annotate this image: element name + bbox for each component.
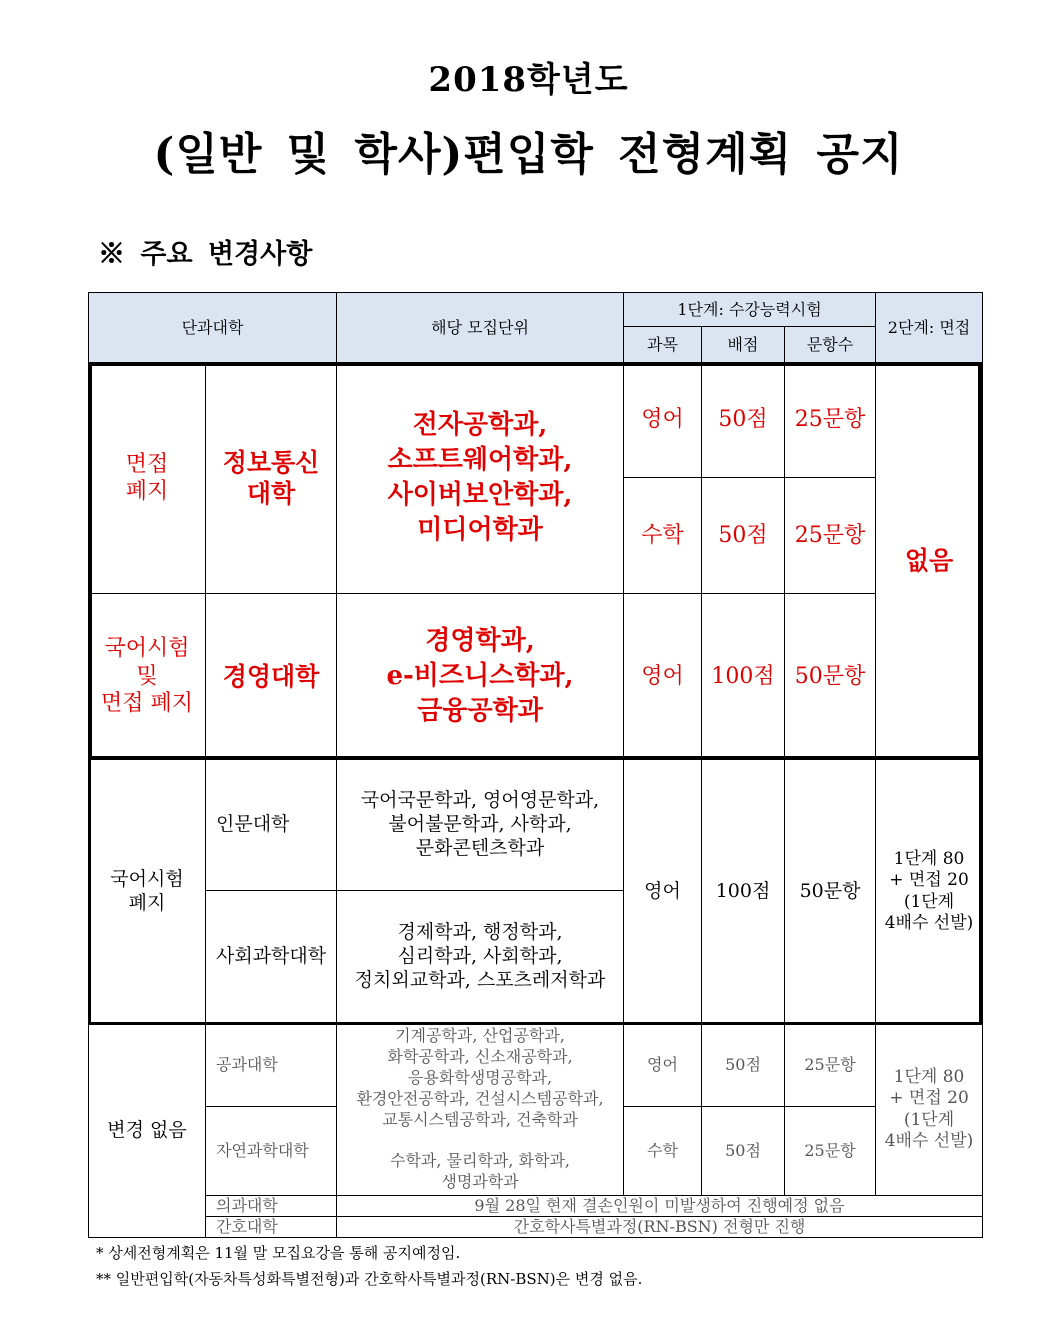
questions-50: 50문항 <box>785 594 876 760</box>
footnote-1: * 상세전형계획은 11월 말 모집요강을 통해 공지예정임. <box>96 1244 461 1262</box>
interview-none: 없음 <box>876 363 983 760</box>
subject-english: 영어 <box>624 760 702 1024</box>
questions-50: 50문항 <box>785 760 876 1024</box>
title-year: 2018학년도 <box>428 60 629 100</box>
college-medicine: 의과대학 <box>206 1196 337 1217</box>
subject-math: 수학 <box>624 1107 702 1196</box>
header-stage1: 1단계: 수강능력시험 <box>624 293 876 327</box>
subject-english: 영어 <box>624 1024 702 1107</box>
points-100: 100점 <box>702 594 785 760</box>
interview-weighting: 1단계 80 + 면접 20 (1단계 4배수 선발) <box>876 760 983 1024</box>
college-ict: 정보통신 대학 <box>206 363 337 594</box>
units-engineering-science: 기계공학과, 산업공학과, 화학공학과, 신소재공학과, 응용화학생명공학과, 환경안전공학과, 건설시스템공학과, 교통시스템공학과, 건축학과 수학과, 물리학과, 화학과, 생명과학과 <box>337 1024 624 1196</box>
change-korean-interview-removed: 국어시험 및 면접 폐지 <box>89 594 206 760</box>
section-heading: ※ 주요 변경사항 <box>98 239 313 270</box>
units-business: 경영학과, e-비즈니스학과, 금융공학과 <box>337 594 624 760</box>
header-units: 해당 모집단위 <box>337 293 624 363</box>
college-natural-science: 자연과학대학 <box>206 1107 337 1196</box>
change-interview-removed: 면접 폐지 <box>89 363 206 594</box>
header-subject: 과목 <box>624 327 702 363</box>
header-questions: 문항수 <box>785 327 876 363</box>
footnote-2: ** 일반편입학(자동차특성화특별전형)과 간호학사특별과정(RN-BSN)은 변경 없음. <box>96 1270 643 1288</box>
header-stage2: 2단계: 면접 <box>876 293 983 363</box>
note-nursing: 간호학사특별과정(RN-BSN) 전형만 진행 <box>337 1217 983 1238</box>
points-50: 50점 <box>702 1107 785 1196</box>
points-50: 50점 <box>702 478 785 594</box>
questions-25: 25문항 <box>785 1024 876 1107</box>
subject-english: 영어 <box>624 594 702 760</box>
subject-english: 영어 <box>624 363 702 478</box>
interview-weighting: 1단계 80 + 면접 20 (1단계 4배수 선발) <box>876 1024 983 1196</box>
college-social-science: 사회과학대학 <box>206 891 337 1024</box>
units-social-science: 경제학과, 행정학과, 심리학과, 사회학과, 정치외교학과, 스포츠레저학과 <box>337 891 624 1024</box>
points-50: 50점 <box>702 1024 785 1107</box>
change-none: 변경 없음 <box>89 1024 206 1238</box>
college-humanities: 인문대학 <box>206 760 337 891</box>
header-college: 단과대학 <box>89 293 337 363</box>
page-title: (일반 및 학사)편입학 전형계획 공지 <box>153 129 904 180</box>
questions-25: 25문항 <box>785 1107 876 1196</box>
questions-25: 25문항 <box>785 478 876 594</box>
change-korean-removed: 국어시험 폐지 <box>89 760 206 1024</box>
header-points: 배점 <box>702 327 785 363</box>
subject-math: 수학 <box>624 478 702 594</box>
units-ict: 전자공학과, 소프트웨어학과, 사이버보안학과, 미디어학과 <box>337 363 624 594</box>
points-50: 50점 <box>702 363 785 478</box>
questions-25: 25문항 <box>785 363 876 478</box>
college-nursing: 간호대학 <box>206 1217 337 1238</box>
college-engineering: 공과대학 <box>206 1024 337 1107</box>
points-100: 100점 <box>702 760 785 1024</box>
note-medicine: 9월 28일 현재 결손인원이 미발생하여 진행예정 없음 <box>337 1196 983 1217</box>
college-business: 경영대학 <box>206 594 337 760</box>
changes-table <box>88 292 983 1238</box>
units-humanities: 국어국문학과, 영어영문학과, 불어불문학과, 사학과, 문화콘텐츠학과 <box>337 760 624 891</box>
